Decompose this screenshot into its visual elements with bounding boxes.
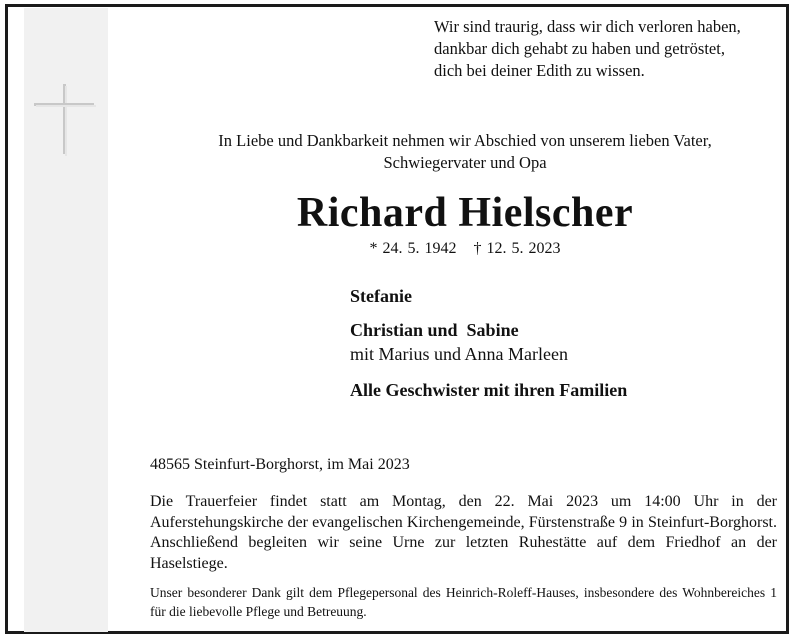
intro-line-2: Schwiegervater und Opa bbox=[383, 153, 547, 172]
family-member: Alle Geschwister mit ihren Familien bbox=[350, 380, 628, 400]
quote-line: dich bei deiner Edith zu wissen. bbox=[434, 61, 645, 80]
memorial-quote bbox=[434, 16, 784, 82]
family-member: Stefanie bbox=[350, 286, 412, 306]
family-member: Christian und Sabine bbox=[350, 320, 519, 340]
thanks-note: Unser besonderer Dank gilt dem Pflegepersonal des Heinrich-Roleff-Hauses, insbesondere des Wohnbereiches 1 für die liebevolle Pflege und Betreuung. bbox=[150, 585, 777, 619]
place-and-date: 48565 Steinfurt-Borghorst, im Mai 2023 bbox=[150, 456, 410, 473]
quote-line: dankbar dich gehabt zu haben und getröstet, bbox=[434, 39, 725, 58]
cross-icon bbox=[32, 82, 96, 156]
death-date: † 12. 5. 2023 bbox=[473, 240, 561, 257]
mourning-family bbox=[350, 284, 770, 402]
intro-line-1: In Liebe und Dankbarkeit nehmen wir Abschied von unserem lieben Vater, bbox=[218, 131, 712, 150]
funeral-notice: Die Trauerfeier findet statt am Montag, den 22. Mai 2023 um 14:00 Uhr in der Auferstehungskirche der evangelischen Kirchengemeinde, Fürstenstraße 9 in Steinfurt-Borghorst. Anschließend begleiten wir seine Urne zur letzten Ruhestätte auf dem Friedhof an der Haselstiege. bbox=[150, 493, 777, 572]
farewell-intro bbox=[150, 130, 780, 174]
quote-line: Wir sind traurig, dass wir dich verloren haben, bbox=[434, 17, 741, 36]
life-dates bbox=[150, 238, 780, 260]
deceased-name: Richard Hielscher bbox=[296, 190, 634, 236]
birth-date: * 24. 5. 1942 bbox=[369, 240, 457, 257]
family-member-children: mit Marius und Anna Marleen bbox=[350, 344, 568, 364]
